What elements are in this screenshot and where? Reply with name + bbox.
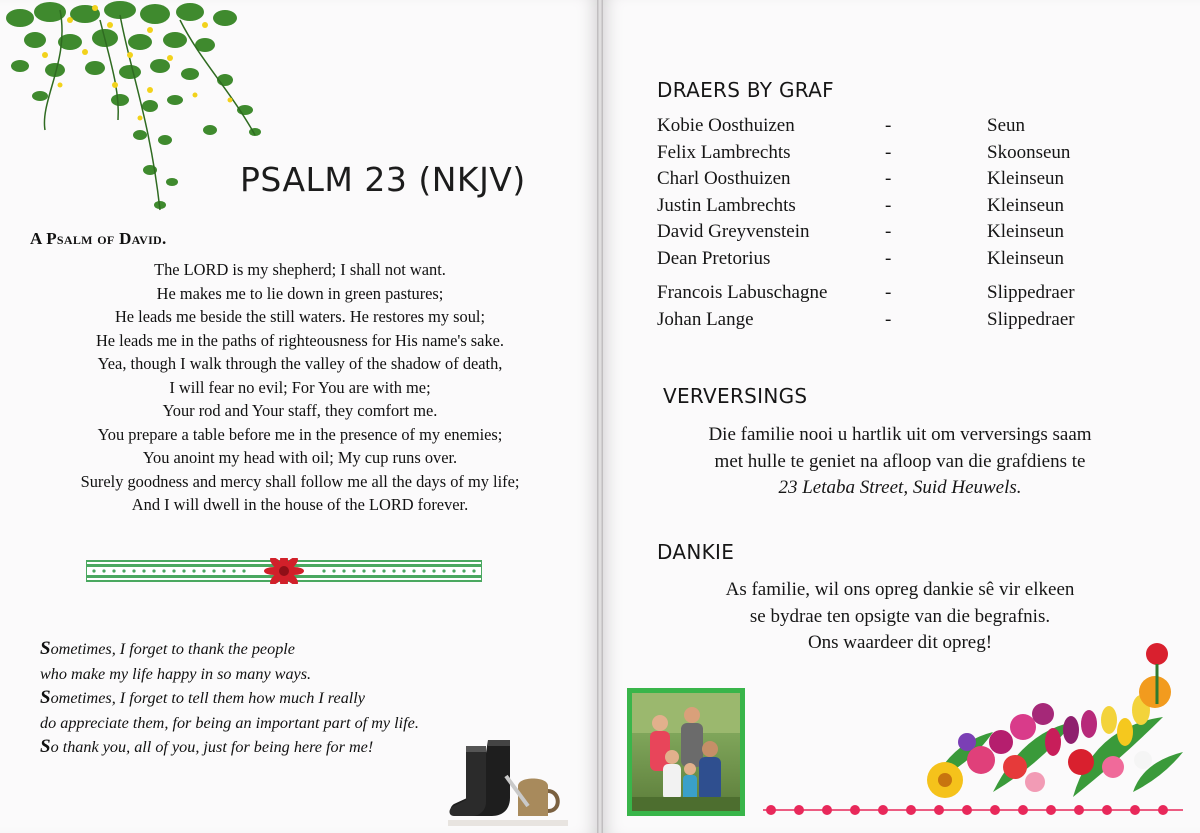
poem-line: Sometimes, I forget to thank the people [40,638,295,659]
verse-line: Yea, though I walk through the valley of the shadow of death, [97,354,503,373]
bearer-dash: - [885,194,892,216]
refreshments-line: Die familie nooi u hartlik uit om verversings saam [708,424,1092,445]
bearer-role: Slippedraer [987,282,1075,303]
family-photo [627,688,745,816]
poem-line: So thank you, all of you, just for being here for me! [40,736,374,757]
thanks-line: se bydrae ten opsigte van die begrafnis. [749,605,1051,627]
verse-line: The LORD is my shepherd; I shall not want. [154,260,446,279]
bearer-role: Slippedraer [987,308,1075,330]
refreshments-address: 23 Letaba Street, Suid Heuwels. [778,477,1022,498]
thanks-line: Ons waardeer dit opreg! [807,632,993,653]
poem-line: Sometimes, I forget to tell them how much I really [40,687,365,708]
psalm-title: PSALM 23 (NKJV) [240,160,526,199]
thank-you-poem [40,637,419,760]
bearer-name: Felix Lambrechts [657,141,791,163]
bearer-dash: - [885,168,892,189]
bearer-dash: - [885,247,892,269]
verse-line: He leads me beside the still waters. He restores my soul; [114,307,486,326]
family-photo-image [632,693,740,811]
bearer-name: Francois Labuschagne [657,282,828,303]
psalm-subtitle: A Psalm of David. [30,229,167,248]
bearer-name: David Greyvenstein [657,221,810,242]
bearer-name: Charl Oosthuizen [657,168,791,189]
bearer-dash: - [885,282,892,303]
verse-line: Your rod and Your staff, they comfort me. [162,401,438,420]
bearer-dash: - [885,141,892,163]
bearer-name: Justin Lambrechts [657,194,796,216]
refreshments-line: met hulle te geniet na afloop van die grafdiens te [714,450,1086,472]
bearer-role: Kleinseun [987,221,1065,242]
polka-dot-border-icon [763,800,1183,820]
bearer-role: Skoonseun [987,141,1071,163]
left-page [0,0,597,833]
bearer-role: Kleinseun [987,168,1065,189]
bearer-name: Dean Pretorius [657,247,771,269]
bearer-dash: - [885,221,892,242]
psalm-verses [20,258,580,517]
flower-bouquet-icon [903,632,1193,807]
refreshments-heading: VERVERSINGS [663,384,808,408]
bearer-role: Kleinseun [987,247,1065,269]
bearer-name: Johan Lange [657,308,754,330]
verse-line: He makes me to lie down in green pastures; [156,283,444,303]
poem-line: who make my life happy in so many ways. [40,664,312,683]
verse-line: You prepare a table before me in the presence of my enemies; [97,424,503,444]
bearer-dash: - [885,308,892,330]
verse-line: He leads me in the paths of righteousness for His name's sake. [95,330,505,350]
verse-line: I will fear no evil; For You are with me; [169,377,431,397]
hanging-vine-icon [0,0,270,225]
verse-line: You anoint my head with oil; My cup runs over. [142,448,458,467]
family-silhouettes-icon [632,693,740,811]
bearer-name: Kobie Oosthuizen [657,115,795,136]
verse-line: And I will dwell in the house of the LORD forever. [131,495,469,514]
bearer-role: Kleinseun [987,194,1065,216]
verse-line: Surely goodness and mercy shall follow me all the days of my life; [80,471,520,491]
thanks-heading: DANKIE [657,540,735,564]
gardening-boots-icon [448,736,568,828]
bearer-dash: - [885,115,892,136]
dahlia-ribbon-icon [86,558,482,584]
bearer-role: Seun [987,115,1025,136]
bearers-heading: DRAERS BY GRAF [657,78,834,102]
poem-line: do appreciate them, for being an important part of my life. [40,713,419,732]
thanks-line: As familie, wil ons opreg dankie sê vir elkeen [725,579,1075,600]
refreshments-text [665,422,1135,502]
right-page [603,0,1200,833]
